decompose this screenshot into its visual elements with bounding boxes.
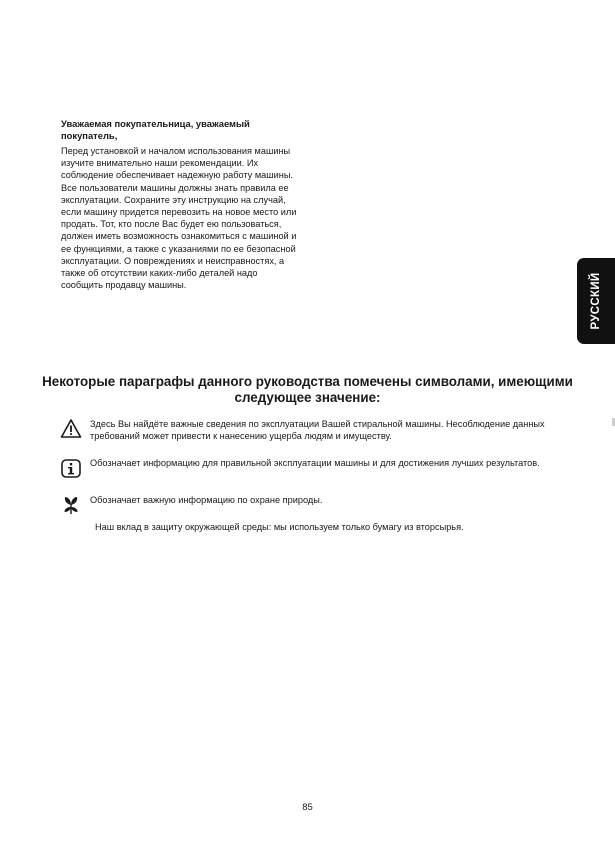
language-tab-label: РУССКИЙ	[590, 272, 602, 330]
environment-leaf-icon	[60, 494, 82, 516]
warning-triangle-icon	[60, 418, 82, 440]
info-icon	[60, 457, 82, 479]
greeting: Уважаемая покупательница, уважаемый покупатель,	[61, 118, 250, 141]
symbol-text-warning: Здесь Вы найдёте важные сведения по эксплуатации Вашей стиральной машины. Несоблюдение данных требований может привести к нанесению ущерба людям и имуществу.	[90, 419, 545, 442]
language-tab	[577, 258, 615, 344]
symbols-heading: Некоторые параграфы данного руководства помечены символами, имеющими следующее значение:	[42, 374, 573, 405]
environment-contribution: Наш вклад в защиту окружающей среды: мы используем только бумагу из вторсырья.	[95, 522, 464, 532]
intro-section	[61, 118, 301, 291]
page-number: 85	[302, 802, 313, 813]
intro-text: Перед установкой и началом использования машины изучите внимательно наши рекомендации. Их соблюдение обеспечивает надежную работу машины. Все пользователи машины должны знать правила ее эксплуатации. Сохраните эту инструкцию на случай, если машину придется перевозить на новое место или продать. Тот, кто после Вас будет ею пользоваться, должен иметь возможность ознакомиться с машиной и ее функциями, а также с указаниями по ее безопасной эксплуатации. О повреждениях и неисправностях, а также об отсутствии каких-либо деталей надо сообщить продавцу машины.	[61, 146, 297, 291]
symbol-text-environment: Обозначает важную информацию по охране природы.	[90, 495, 323, 505]
symbol-text-info: Обозначает информацию для правильной эксплуатации машины и для достижения лучших результатов.	[90, 458, 540, 468]
